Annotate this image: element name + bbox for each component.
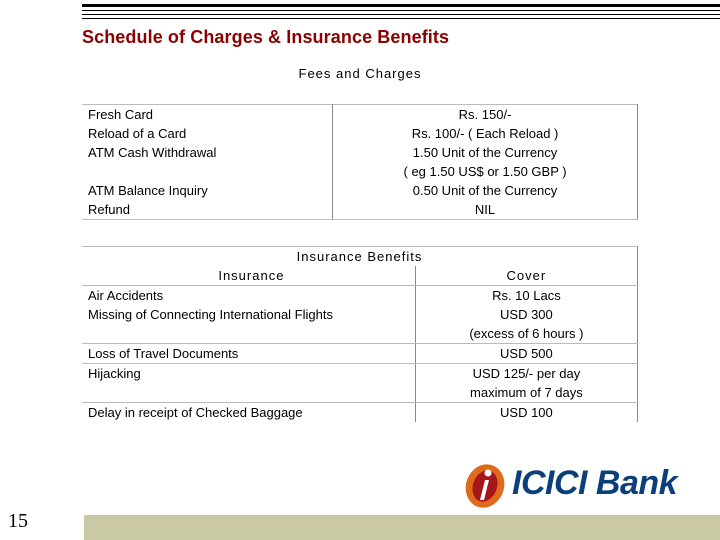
insurance-cover: (excess of 6 hours ): [415, 324, 637, 344]
top-rule-thin-1: [82, 10, 720, 11]
top-rule-thin-3: [82, 18, 720, 19]
fees-row: [82, 143, 638, 162]
fee-item: ATM Balance Inquiry: [82, 181, 333, 200]
insurance-item: Delay in receipt of Checked Baggage: [82, 403, 415, 423]
fees-row: [82, 124, 638, 143]
insurance-cover: USD 300: [415, 305, 637, 324]
col-insurance-header: Insurance: [82, 266, 415, 286]
emblem-dot: [485, 470, 492, 477]
insurance-row: [82, 305, 638, 324]
insurance-item: Loss of Travel Documents: [82, 344, 415, 364]
col-cover-header: Cover: [415, 266, 637, 286]
fee-item: Fresh Card: [82, 105, 333, 125]
top-rule-thin-2: [82, 14, 720, 15]
fee-item: ATM Cash Withdrawal: [82, 143, 333, 162]
fees-heading: Fees and Charges: [298, 66, 422, 81]
top-rule-thick: [82, 4, 720, 7]
insurance-cover: maximum of 7 days: [415, 383, 637, 403]
insurance-cover: USD 500: [415, 344, 637, 364]
fee-charge: 0.50 Unit of the Currency: [333, 181, 638, 200]
fees-row: [82, 181, 638, 200]
insurance-row: [82, 324, 638, 344]
fee-item: Refund: [82, 200, 333, 220]
insurance-row: [82, 383, 638, 403]
insurance-item: Missing of Connecting International Flights: [82, 305, 415, 324]
icici-emblem-icon: [460, 460, 510, 510]
fee-charge: ( eg 1.50 US$ or 1.50 GBP ): [333, 162, 638, 181]
fee-charge: Rs. 150/-: [333, 105, 638, 125]
insurance-cover: USD 100: [415, 403, 637, 423]
insurance-row: [82, 344, 638, 364]
insurance-cover: USD 125/- per day: [415, 364, 637, 384]
insurance-item: [82, 383, 415, 403]
fees-row: [82, 162, 638, 181]
fees-row: [82, 200, 638, 220]
fee-item: Reload of a Card: [82, 124, 333, 143]
insurance-heading: Insurance Benefits: [82, 247, 638, 267]
page-number: 15: [8, 510, 28, 532]
fees-row: [82, 105, 638, 125]
insurance-item: Hijacking: [82, 364, 415, 384]
fees-table: [82, 104, 638, 220]
icici-bank-logo: [460, 460, 710, 510]
logo-text: ICICI Bank: [512, 464, 678, 502]
footer-bar: [84, 515, 720, 540]
insurance-row: [82, 364, 638, 384]
fee-charge: NIL: [333, 200, 638, 220]
insurance-table: [82, 246, 638, 422]
insurance-row: [82, 403, 638, 423]
insurance-item: Air Accidents: [82, 286, 415, 306]
insurance-item: [82, 324, 415, 344]
insurance-row: [82, 286, 638, 306]
insurance-cover: Rs. 10 Lacs: [415, 286, 637, 306]
fee-charge: Rs. 100/- ( Each Reload ): [333, 124, 638, 143]
page-title: Schedule of Charges & Insurance Benefits: [82, 27, 450, 47]
insurance-heading-row: [82, 247, 638, 267]
fee-item: [82, 162, 333, 181]
fee-charge: 1.50 Unit of the Currency: [333, 143, 638, 162]
insurance-column-headers: [82, 266, 638, 286]
